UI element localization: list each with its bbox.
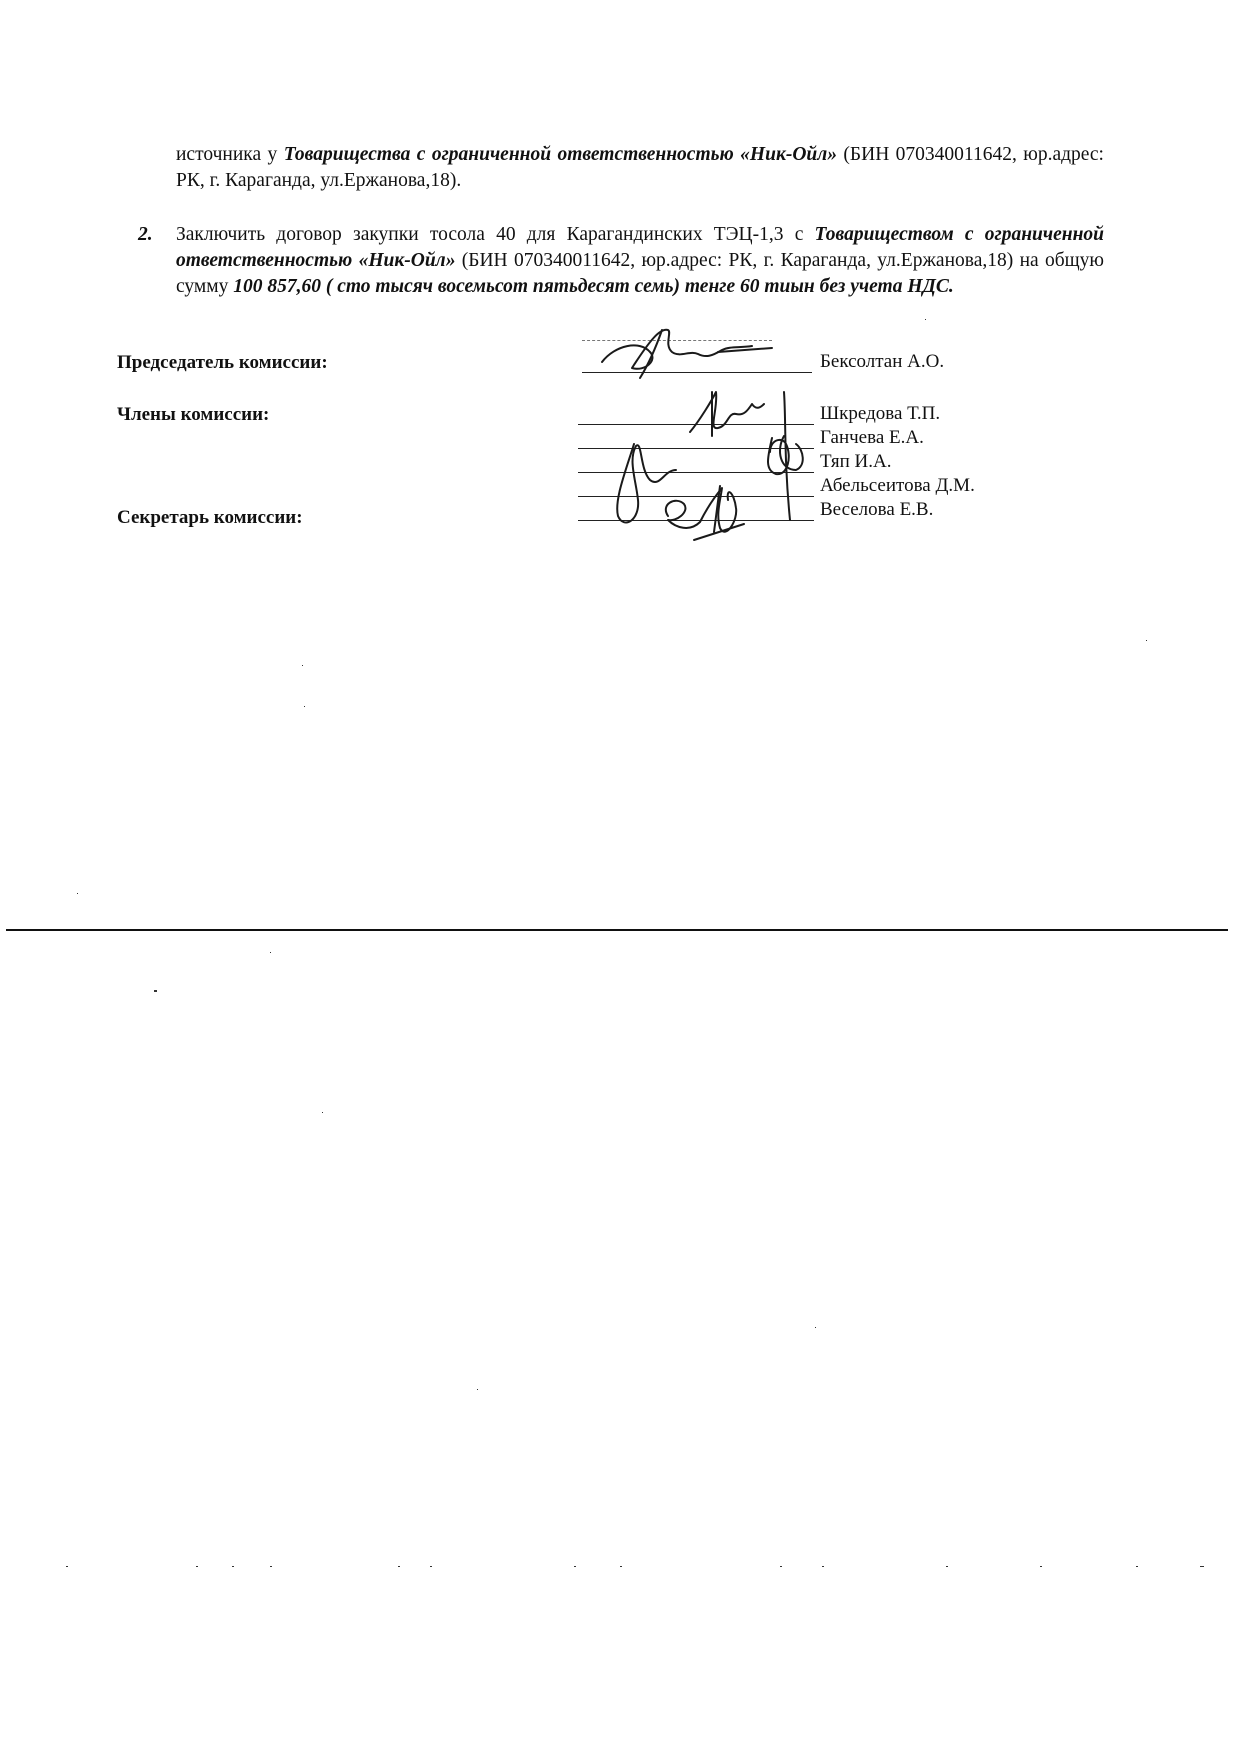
- member-name-3: Тяп И.А.: [820, 451, 892, 472]
- item2-amount: 100 857,60 ( сто тысяч восемьсот пятьдесят семь) тенге 60 тиын без учета НДС.: [233, 276, 954, 297]
- item-number: 2.: [138, 224, 153, 245]
- chair-label: Председатель комиссии:: [117, 352, 328, 373]
- members-label: Члены комиссии:: [117, 404, 270, 425]
- para1-text-1: источника у: [176, 144, 284, 165]
- para1-text-3: (БИН 070340011642, юр.адрес: РК, г. Караганда, ул.Ержанова,18).: [176, 144, 1104, 191]
- para1-company-name: Товарищества с ограниченной ответственностью «Ник-Ойл»: [283, 144, 838, 165]
- chair-name: Бексолтан А.О.: [820, 351, 945, 372]
- member-name-1: Шкредова Т.П.: [820, 403, 941, 424]
- secretary-label: Секретарь комиссии:: [117, 507, 303, 528]
- item2-text-3: (БИН 070340011642, юр.адрес: РК, г. Караганда, ул.Ержанова,18) на общую сумму: [176, 250, 1104, 297]
- member-name-2: Ганчева Е.А.: [820, 427, 924, 448]
- item2-company-name: Товариществом с ограниченной ответственностью «Ник-Ойл»: [176, 224, 1105, 271]
- secretary-name: Веселова Е.В.: [820, 499, 934, 520]
- item2-text-1: Заключить договор закупки тосола 40 для Карагандинских ТЭЦ-1,3 с: [176, 224, 815, 245]
- member-name-4: Абельсеитова Д.М.: [820, 475, 975, 496]
